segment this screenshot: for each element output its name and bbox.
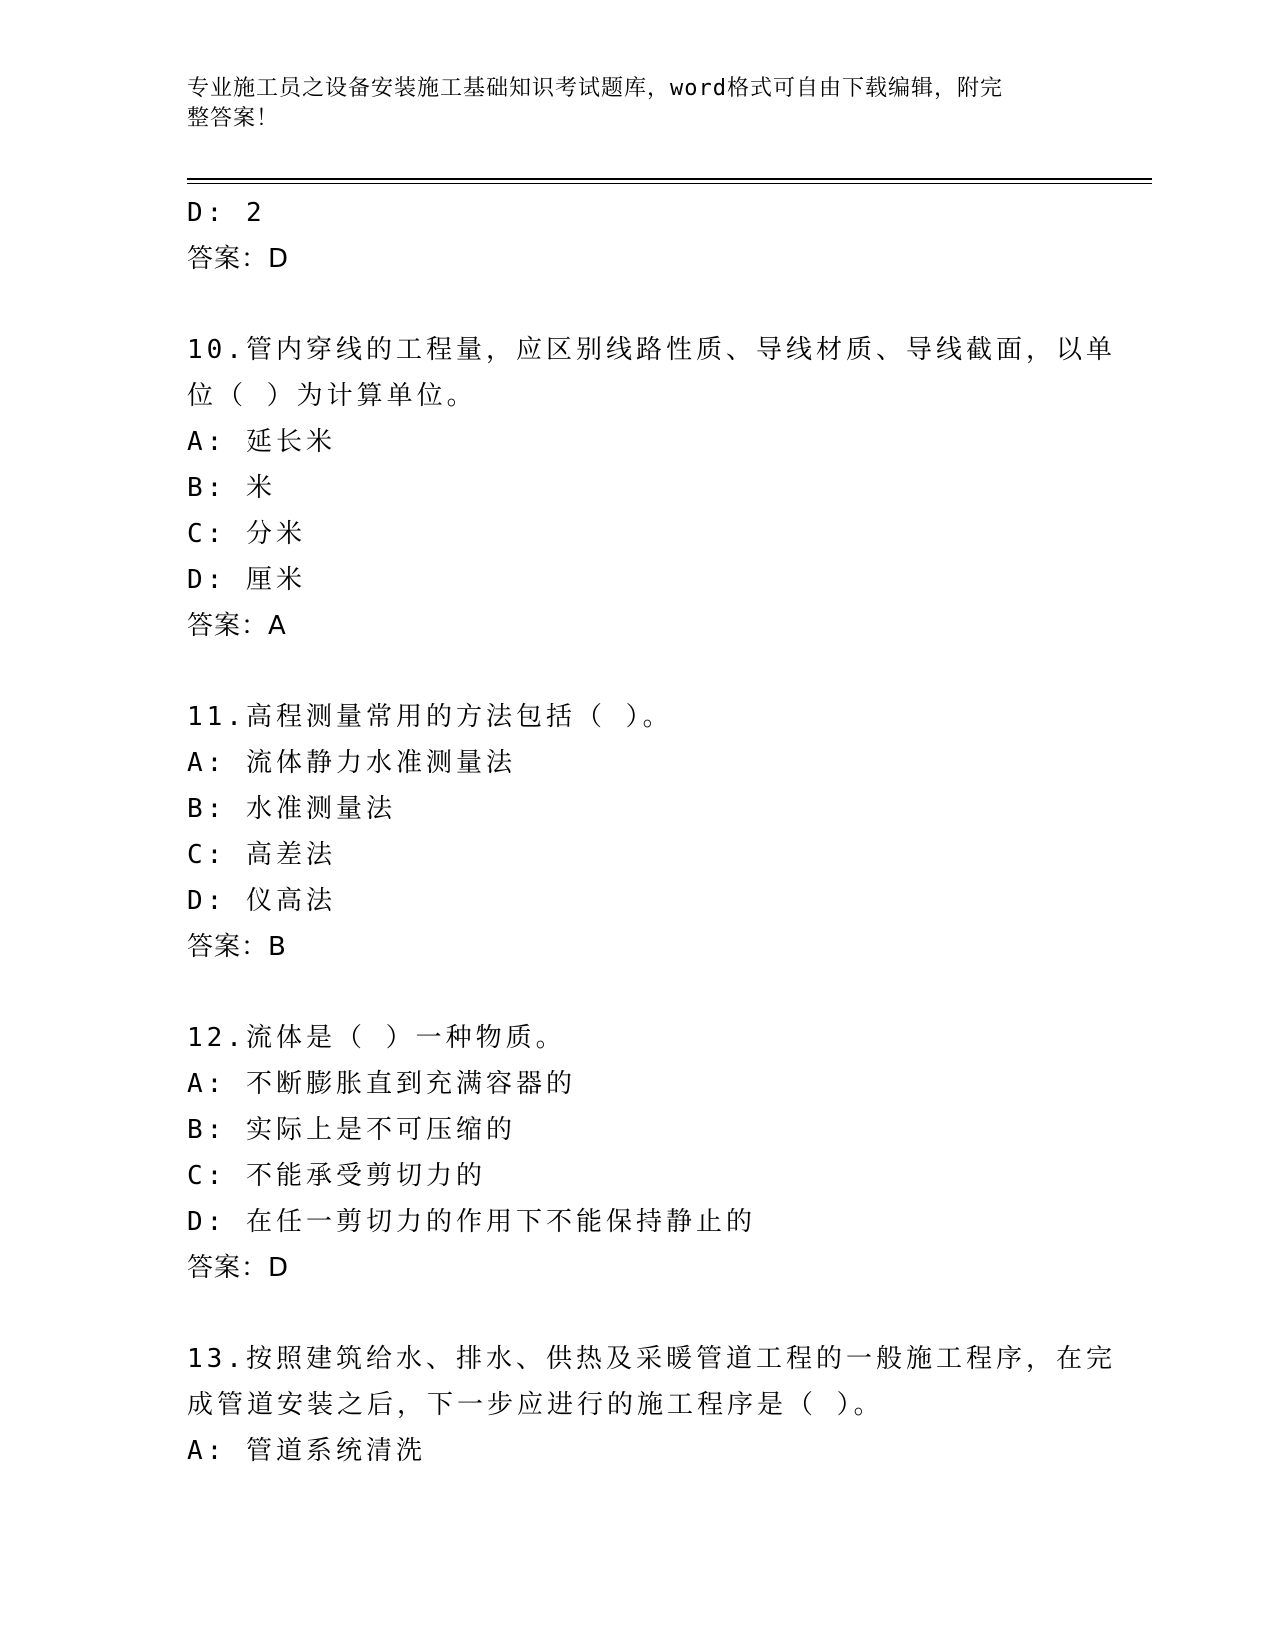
prev-option-d: D: 2 bbox=[187, 198, 266, 228]
option-d: D: 仪高法 bbox=[187, 886, 336, 916]
answer: 答案：D bbox=[187, 1253, 290, 1283]
option-c: C: 高差法 bbox=[187, 840, 336, 870]
option-c: C: 不能承受剪切力的 bbox=[187, 1161, 486, 1191]
option-b: B: 水准测量法 bbox=[187, 794, 396, 824]
option-b: B: 米 bbox=[187, 473, 276, 503]
spacer bbox=[187, 282, 1087, 327]
question-stem: 成管道安装之后，下一步应进行的施工程序是（ ）。 bbox=[187, 1390, 884, 1420]
question-stem: 位（ ）为计算单位。 bbox=[187, 381, 477, 411]
question-13 bbox=[187, 1336, 1116, 1474]
answer: 答案：A bbox=[187, 611, 287, 641]
question-11 bbox=[187, 694, 1087, 970]
document-header bbox=[187, 74, 1067, 134]
question-stem: 13.按照建筑给水、排水、供热及采暖管道工程的一般施工程序，在完 bbox=[187, 1344, 1116, 1374]
header-rule-thick bbox=[187, 178, 1152, 180]
option-a: A: 不断膨胀直到充满容器的 bbox=[187, 1069, 576, 1099]
question-stem: 12.流体是（ ）一种物质。 bbox=[187, 1023, 566, 1053]
option-d: D: 在任一剪切力的作用下不能保持静止的 bbox=[187, 1207, 756, 1237]
option-a: A: 管道系统清洗 bbox=[187, 1436, 426, 1466]
option-b: B: 实际上是不可压缩的 bbox=[187, 1115, 516, 1145]
question-12 bbox=[187, 1015, 1087, 1291]
question-stem: 11.高程测量常用的方法包括（ ）。 bbox=[187, 702, 673, 732]
option-c: C: 分米 bbox=[187, 519, 306, 549]
spacer bbox=[187, 1291, 1087, 1336]
spacer bbox=[187, 970, 1087, 1015]
option-a: A: 延长米 bbox=[187, 427, 336, 457]
prev-answer: 答案：D bbox=[187, 244, 290, 274]
header-rule-thin bbox=[187, 183, 1152, 184]
answer: 答案：B bbox=[187, 932, 287, 962]
option-a: A: 流体静力水准测量法 bbox=[187, 748, 516, 778]
option-d: D: 厘米 bbox=[187, 565, 306, 595]
question-10 bbox=[187, 327, 1116, 649]
spacer bbox=[187, 649, 1087, 694]
header-title-line-1: 专业施工员之设备安装施工基础知识考试题库，word格式可自由下载编辑，附完 bbox=[187, 76, 1003, 101]
question-list bbox=[187, 190, 1116, 1474]
header-title-line-2: 整答案！ bbox=[187, 106, 280, 131]
question-stem: 10.管内穿线的工程量，应区别线路性质、导线材质、导线截面，以单 bbox=[187, 335, 1116, 365]
